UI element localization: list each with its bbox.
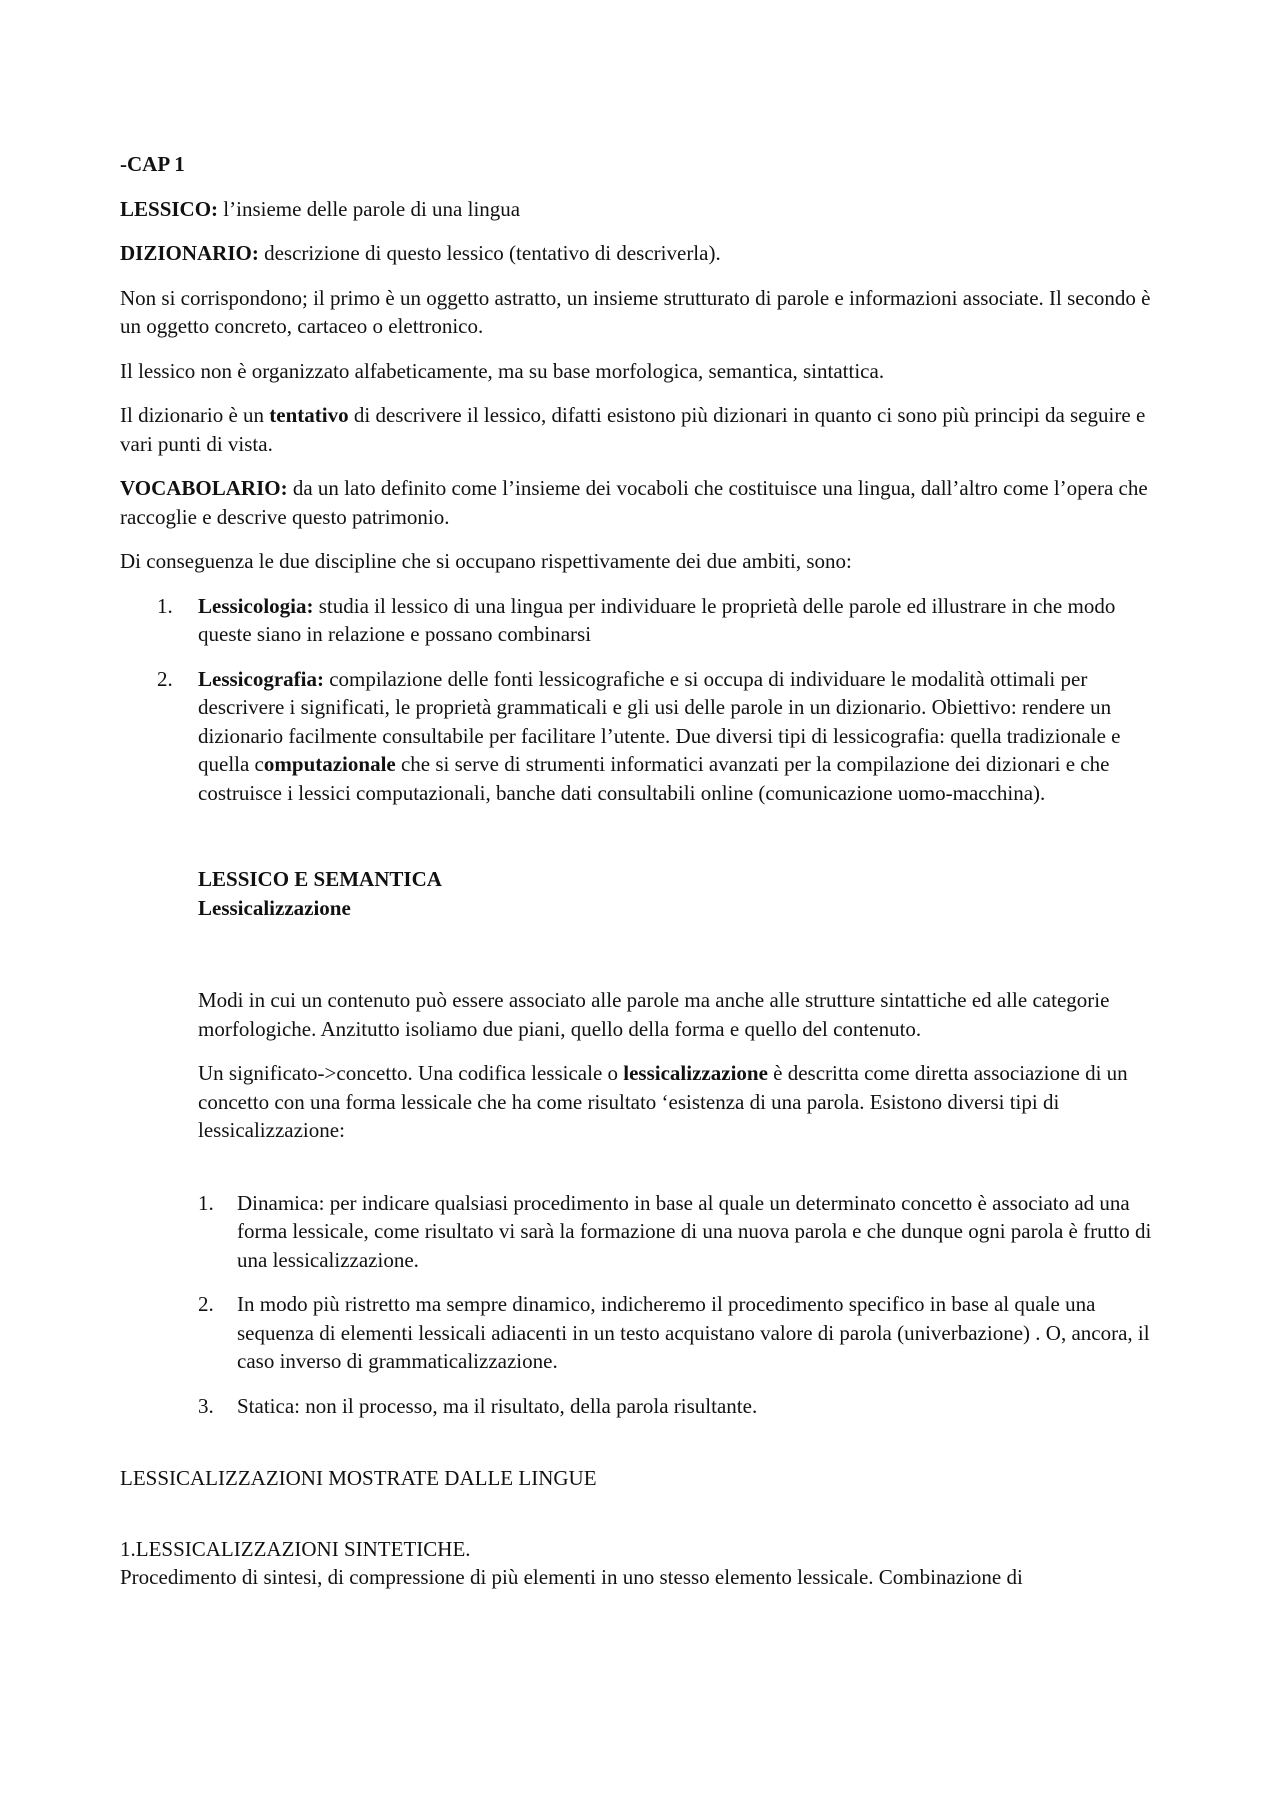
paragraph-alfabetico: Il lessico non è organizzato alfabeticamente, ma su base morfologica, semantica, sintattica.	[120, 358, 885, 383]
list-number: 1.	[157, 593, 173, 618]
paragraph-tentativo: Il dizionario è un tentativo di descrivere il lessico, difatti esistono più dizionari in quanto ci sono più principi da seguire e vari punti di vista.	[120, 403, 1146, 456]
dizionario-term: DIZIONARIO:	[120, 241, 259, 265]
heading-lessicalizzazioni-mostrate: LESSICALIZZAZIONI MOSTRATE DALLE LINGUE	[120, 1466, 597, 1490]
chapter-title: -CAP 1	[120, 152, 185, 176]
list-item: 1. Lessicologia: studia il lessico di una lingua per individuare le proprietà delle parole ed illustrare in che modo queste siano in relazione e possano combinarsi	[157, 593, 1116, 646]
paragraph-corrispondono: Non si corrispondono; il primo è un oggetto astratto, un insieme strutturato di parole e informazioni associate. Il secondo è un oggetto concreto, cartaceo o elettronico.	[120, 285, 1151, 338]
list-item: 2. Lessicografia: compilazione delle fonti lessicografiche e si occupa di individuare le modalità ottimali per descrivere i significati, le proprietà grammaticali e gli usi delle parole in un dizionario. Obiettivo: rendere un dizionario facilmente consultabile per facilitare l’utente. Due diversi tipi di lessicografia: quella tradizionale e quella computazionale che si serve di strumenti informatici avanzati per la compilazione dei dizionari e che costruisce i lessici computazionali, banche dati consultabili online (comunicazione uomo-macchina).	[157, 666, 1121, 805]
list-number: 1.	[198, 1190, 214, 1215]
dizionario-definition: DIZIONARIO: descrizione di questo lessico (tentativo di descriverla).	[120, 241, 721, 265]
document-body	[120, 150, 1165, 1592]
list-number: 2.	[198, 1292, 214, 1316]
paragraph-significato: Un significato->concetto. Una codifica lessicale o lessicalizzazione è descritta come diretta associazione di un concetto con una forma lessicale che ha come risultato ‘esistenza di una parola. Esistono diversi tipi di lessicalizzazione:	[198, 1061, 1128, 1142]
paragraph-discipline: Di conseguenza le due discipline che si occupano rispettivamente dei due ambiti, sono:	[120, 549, 852, 573]
vocabolario-term: VOCABOLARIO:	[120, 476, 288, 500]
section-heading	[198, 865, 1165, 922]
disciplines-list	[120, 592, 1165, 808]
lessico-term: LESSICO:	[120, 196, 219, 221]
list-item: 1. Dinamica: per indicare qualsiasi procedimento in base al quale un determinato concetto è associato ad una forma lessicale, come risultato vi sarà la formazione di una nuova parola e che dunque ogni parola è frutto di una lessicalizzazione.	[198, 1190, 1152, 1272]
list-item: 2. In modo più ristretto ma sempre dinamico, indicheremo il procedimento specifico in base al quale una sequenza di elementi lessicali adiacenti in un testo acquistano valore di parola (univerbazione) . O, ancora, il caso inverso di grammaticalizzazione.	[198, 1292, 1150, 1373]
vocabolario-definition: VOCABOLARIO: da un lato definito come l’insieme dei vocaboli che costituisce una lingua, dall’altro come l’opera che raccoglie e descrive questo patrimonio.	[120, 476, 1148, 529]
heading-lessicalizzazione: Lessicalizzazione	[198, 895, 351, 920]
list-item: 3. Statica: non il processo, ma il risultato, della parola risultante.	[120, 1392, 1165, 1421]
list-number: 3.	[198, 1393, 214, 1418]
paragraph-sintesi: Procedimento di sintesi, di compressione di più elementi in uno stesso elemento lessicale. Combinazione di	[120, 1565, 1023, 1589]
heading-lessicalizzazioni-sintetiche: 1.LESSICALIZZAZIONI SINTETICHE.	[120, 1536, 471, 1561]
lessico-definition: LESSICO: l’insieme delle parole di una lingua	[120, 196, 521, 221]
paragraph-modi: Modi in cui un contenuto può essere associato alle parole ma anche alle strutture sintattiche ed alle categorie morfologiche. Anzitutto isoliamo due piani, quello della forma e quello del contenuto.	[198, 988, 1110, 1041]
heading-lessico-semantica: LESSICO E SEMANTICA	[198, 867, 442, 891]
lessicalizzazione-types-list	[120, 1189, 1165, 1421]
list-number: 2.	[157, 666, 173, 691]
